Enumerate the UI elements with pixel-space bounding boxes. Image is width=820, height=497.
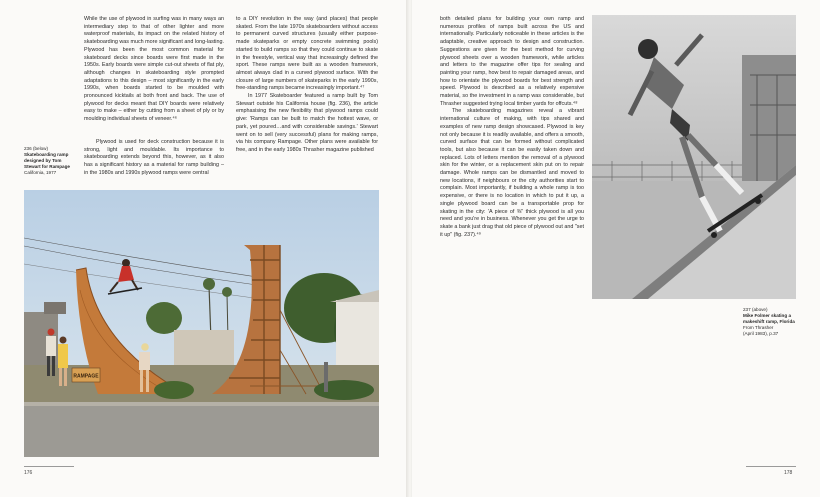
fig-237-issue: (April 1983), p.37 bbox=[743, 331, 779, 336]
left-col3-paragraph-1: to a DIY revolution in the way (and places) that people skated. From the late 1970s skateboarders without access to permanent curved structures (usually either purpose-made skateparks or empty concrete swimming pools) started to build ramps so that they could continue to skate in the freestyle, vertical way that increasingly defined the sport. These ramps were built as a wooden framework, almost always clad in a curved plywood surface. With the closure of large numbers of skateparks in the early 1990s, free-standing ramps became increasingly important.⁴⁷ bbox=[236, 16, 378, 92]
rampage-sign: RAMPAGE bbox=[73, 373, 99, 380]
left-col1-paragraph: While the use of plywood in surfing was in many ways an intermediary step to that of other lighter and more waterproof materials, its impact on the related history of skateboarding was much more significant and long-lasting. Plywood has been the most common material for skateboard decks since boards were first made in the 1950s. Early boards were simple cut-out sheets of flat ply, although changes in skateboarding style prompted adaptations to this design – most significantly in the early 1990s, when boards started to be moulded with pronounced kicktails at both front and back. The use of plywood for decks meant that DIY boards were relatively easy to make – either by cutting from a sheet of ply or by moulding individual sheets of veneer.⁴⁶ bbox=[84, 16, 224, 123]
fig-237-caption bbox=[743, 307, 813, 337]
left-page bbox=[0, 0, 408, 497]
right-folio-rule bbox=[746, 466, 796, 467]
makeshift-ramp-photo-illustration bbox=[592, 15, 796, 299]
left-column-1 bbox=[84, 16, 224, 124]
fig-237-title: Mike Folmer skating a makeshift ramp, Florida bbox=[743, 313, 795, 324]
right-page bbox=[412, 0, 820, 497]
right-col1-paragraph-1: both detailed plans for building your own ramp and numerous profiles of ramps built across the US and internationally. Particularly noticeable in these articles is the adaptable, creative approach to design and construction. Suggestions are given for the best method for curving plywood sheets over a wooden framework, while articles and letters to the magazine offer tips for sealing and painting your ramp, how best to repair damaged areas, and how to orientate the plywood boards for best strength and speed. Plywood is described as a relatively expensive material, so the investment in a ramp was considerable, but Thrasher suggested trying local timber yards for offcuts.⁴⁸ bbox=[440, 16, 584, 107]
fig-236-number: 236 (below) bbox=[24, 146, 49, 151]
left-column-3 bbox=[236, 16, 378, 155]
left-page-number: 176 bbox=[24, 470, 33, 476]
left-column-2 bbox=[84, 139, 224, 178]
right-col1-paragraph-2: The skateboarding magazines reveal a vibrant international culture of making, with tips shared and examples of new ramp design showcased. Plywood is key not only because it is readily available, and offers a smooth, curved surface that can be formed without complicated tools, but also because it can be easily taken down and replaced. Lots of letters mention the removal of a plywood skin for the winter, or a replacement skin put on to repair damage. Whole ramps can be dismantled and moved to new locations, if neighbours or the city authorities start to complain. Most importantly, if building a whole ramp is too expensive, or there is no location in which to put it up, a single plywood board can be a transportable prop for skating in the city: 'A piece of ⅜" thick plywood is all you need and you're in business. Whenever you get the urge to skate a bank just drag that old piece of plywood out and "set it up" (fig. 237).⁴⁹ bbox=[440, 108, 584, 238]
left-col3-paragraph-2: In 1977 Skateboarder featured a ramp built by Tom Stewart outside his California house (fig. 236), the article emphasising the new flexibility that plywood ramps could give: 'Ramps can be built to match the hottest wave, or park, yet poured…and with considerable savings.' Stewart went on to sell (very successful) plans for making ramps, via his company Rampage. Other plans were available for free, and in the early 1980s Thrasher magazine published bbox=[236, 93, 378, 153]
fig-237-number: 237 (above) bbox=[743, 307, 768, 312]
fig-236-subtitle: California, 1977 bbox=[24, 170, 57, 175]
right-page-number: 178 bbox=[784, 470, 793, 476]
fig-236-caption bbox=[24, 146, 76, 176]
fig-237-photo bbox=[592, 15, 796, 299]
fig-236-photo bbox=[24, 190, 379, 457]
left-folio-rule bbox=[24, 466, 74, 467]
fig-237-source: From Thrasher bbox=[743, 325, 774, 330]
right-column-1 bbox=[440, 16, 584, 239]
left-col2-paragraph: Plywood is used for deck construction because it is strong, light and mouldable. Its importance to skateboarding extends beyond this, however, as it also has a significant history as a material for ramp building – in the 1980s and 1990s plywood ramps were central bbox=[84, 139, 224, 176]
fig-236-title: Skateboarding ramp designed by Tom Stewart for Rampage bbox=[24, 152, 70, 169]
ramp-photo-illustration bbox=[24, 190, 379, 457]
